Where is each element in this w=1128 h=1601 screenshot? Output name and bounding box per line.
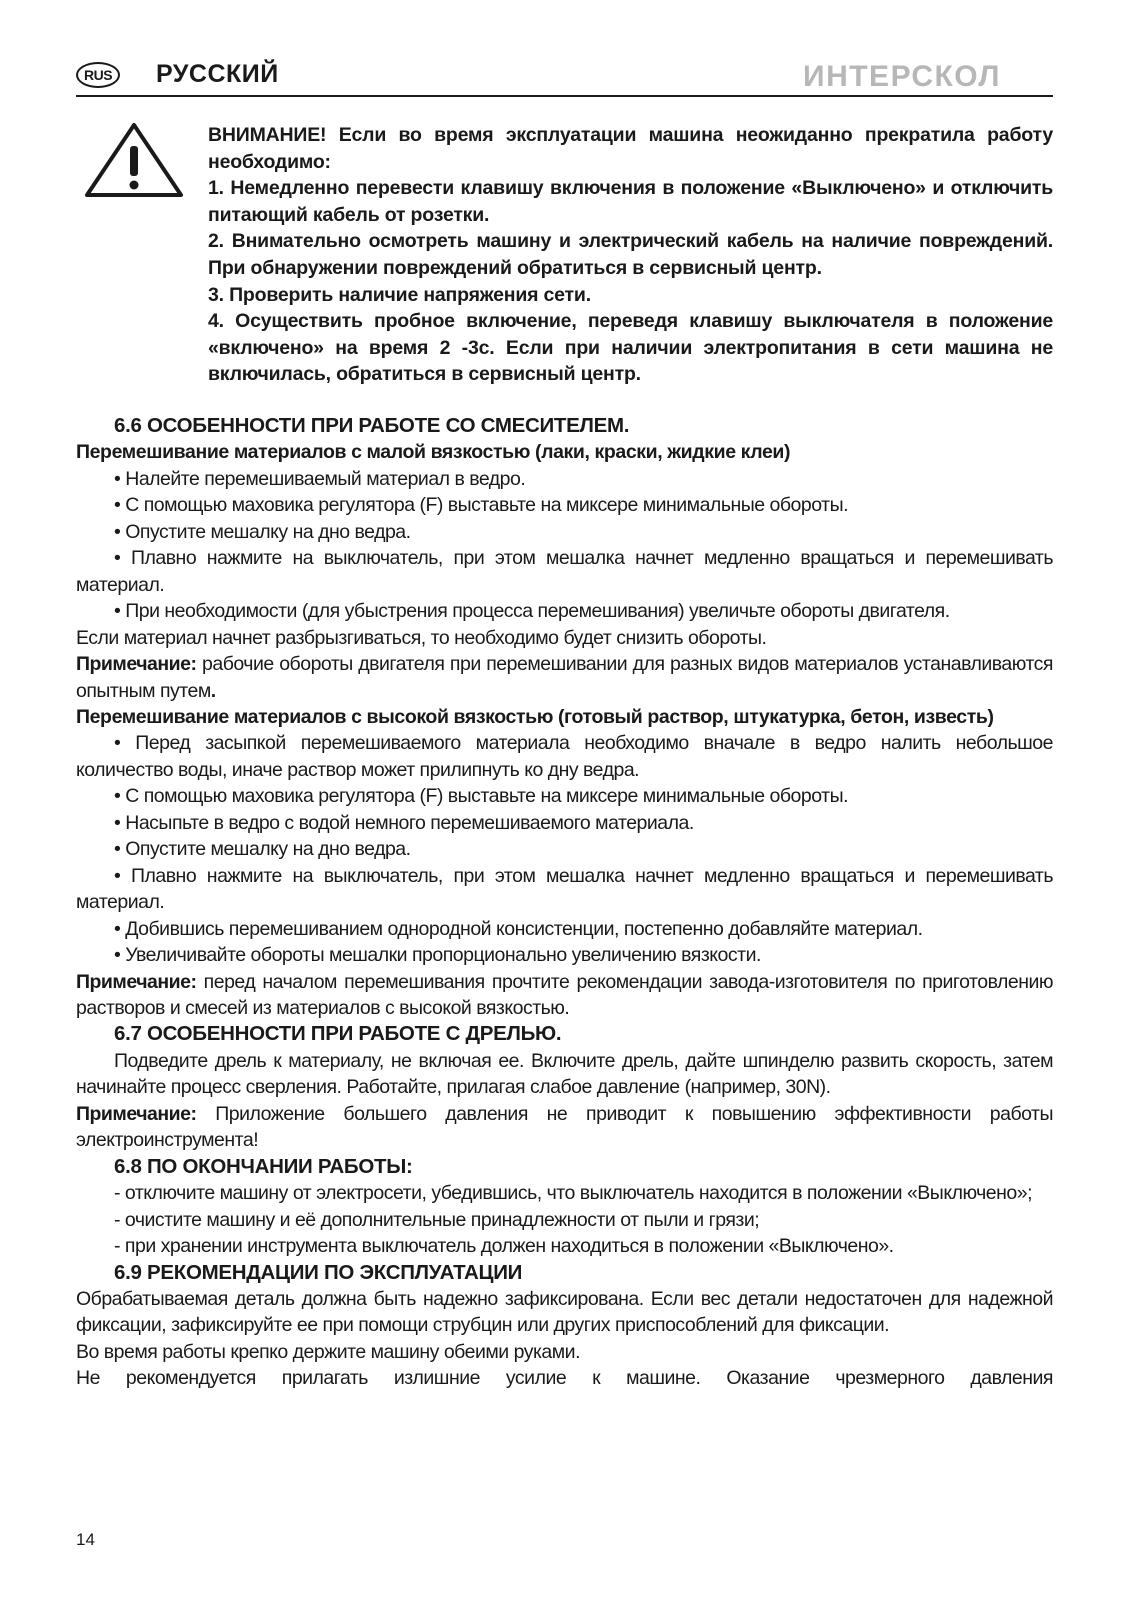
language-title: РУССКИЙ xyxy=(156,60,279,88)
warning-block xyxy=(208,122,1053,388)
page-header xyxy=(76,58,1053,98)
list-item: • Увеличивайте обороты мешалки пропорционально увеличению вязкости. xyxy=(114,944,761,967)
list-item: • При необходимости (для убыстрения процесса перемешивания) увеличьте обороты двигателя. xyxy=(114,600,950,623)
note-text: Приложение большего давления не приводит к повышению эффективности работы электроинструмента! xyxy=(76,1102,1053,1152)
drill-text: Подведите дрель к материалу, не включая ее. Включите дрель, дайте шпинделю развить скорость, затем начинайте процесс сверления. Работайте, прилагая слабое давление (например, 30N). xyxy=(76,1049,1053,1099)
low-viscosity-title: Перемешивание материалов с малой вязкостью (лаки, краски, жидкие клеи) xyxy=(76,441,791,464)
list-item: - при хранении инструмента выключатель должен находиться в положении «Выключено». xyxy=(114,1235,894,1258)
brand-name: ИНТЕРСКОЛ xyxy=(803,60,1001,92)
paragraph: Во время работы крепко держите машину обеими руками. xyxy=(76,1340,580,1363)
list-item: - отключите машину от электросети, убедившись, что выключатель находится в положении «Выключено»; xyxy=(114,1182,1033,1205)
high-viscosity-title: Перемешивание материалов с высокой вязкостью (готовый раствор, штукатурка, бетон, известь) xyxy=(76,705,994,728)
note-text: рабочие обороты двигателя при перемешивании для разных видов материалов устанавливаются опытным путем xyxy=(76,653,1053,702)
list-item: • Опустите мешалку на дно ведра. xyxy=(114,838,411,861)
list-item: • Перед засыпкой перемешиваемого материала необходимо вначале в ведро налить небольшое количество воды, иначе раствор может прилипнуть ко дну ведра. xyxy=(76,732,1053,781)
splash-text: Если материал начнет разбрызгиваться, то необходимо будет снизить обороты. xyxy=(76,626,767,649)
list-item: • С помощью маховика регулятора (F) выставьте на миксере минимальные обороты. xyxy=(114,785,849,808)
note-label: Примечание: xyxy=(76,970,197,993)
list-item: • Плавно нажмите на выключатель, при этом мешалка начнет медленно вращаться и перемешивать материал. xyxy=(76,547,1053,596)
warning-triangle-icon xyxy=(84,122,184,198)
note-text: перед началом перемешивания прочтите рекомендации завода-изготовителя по приготовлению растворов и смесей из материалов с высокой вязкостью. xyxy=(76,970,1053,1019)
section-6-8-title: 6.8 ПО ОКОНЧАНИИ РАБОТЫ: xyxy=(114,1154,413,1178)
list-item: • Опустите мешалку на дно ведра. xyxy=(114,520,411,543)
low-viscosity-note xyxy=(76,651,1053,704)
warning-line: ВНИМАНИЕ! Если во время эксплуатации машина неожиданно прекратила работу необходимо: xyxy=(208,124,1053,173)
header-divider xyxy=(76,95,1053,97)
brand-logo xyxy=(803,58,1053,92)
language-badge: RUS xyxy=(76,62,120,88)
paragraph: Не рекомендуется прилагать излишние усилие к машине. Оказание чрезмерного давления xyxy=(76,1367,1053,1390)
warning-line: 1. Немедленно перевести клавишу включения в положение «Выключено» и отключить питающий кабель от розетки. xyxy=(208,177,1053,226)
warning-line: 4. Осуществить пробное включение, переведя клавишу выключателя в положение «включено» на время 2 -3с. Если при наличии электропитания в сети машина не включилась, обратиться в сервисный центр. xyxy=(208,310,1053,386)
warning-line: 2. Внимательно осмотреть машину и электрический кабель на наличие повреждений. При обнаружении повреждений обратиться в сервисный центр. xyxy=(208,230,1053,279)
section-6-7-title: 6.7 ОСОБЕННОСТИ ПРИ РАБОТЕ С ДРЕЛЬЮ. xyxy=(114,1022,562,1046)
note-end: . xyxy=(210,679,216,702)
page-number: 14 xyxy=(76,1530,95,1549)
list-item: • С помощью маховика регулятора (F) выставьте на миксере минимальные обороты. xyxy=(114,494,849,517)
high-viscosity-note xyxy=(76,969,1053,1022)
drill-note xyxy=(76,1101,1053,1154)
warning-line: 3. Проверить наличие напряжения сети. xyxy=(208,283,591,306)
note-label: Примечание: xyxy=(76,653,197,676)
list-item: • Добившись перемешиванием однородной консистенции, постепенно добавляйте материал. xyxy=(114,917,923,940)
section-6-6-title: 6.6 ОСОБЕННОСТИ ПРИ РАБОТЕ СО СМЕСИТЕЛЕМ. xyxy=(114,414,630,437)
list-item: • Насыпьте в ведро с водой немного перемешиваемого материала. xyxy=(114,811,694,834)
paragraph: Обрабатываемая деталь должна быть надежно зафиксирована. Если вес детали недостаточен для надежной фиксации, зафиксируйте ее при помощи струбцин или других приспособлений для фиксации. xyxy=(76,1287,1053,1337)
list-item: • Плавно нажмите на выключатель, при этом мешалка начнет медленно вращаться и перемешивать материал. xyxy=(76,864,1053,914)
list-item: • Налейте перемешиваемый материал в ведро. xyxy=(114,467,526,490)
note-label: Примечание: xyxy=(76,1102,197,1125)
main-content xyxy=(76,413,1053,1392)
section-6-9-title: 6.9 РЕКОМЕНДАЦИИ ПО ЭКСПЛУАТАЦИИ xyxy=(114,1260,523,1284)
list-item: - очистите машину и её дополнительные принадлежности от пыли и грязи; xyxy=(114,1208,760,1231)
